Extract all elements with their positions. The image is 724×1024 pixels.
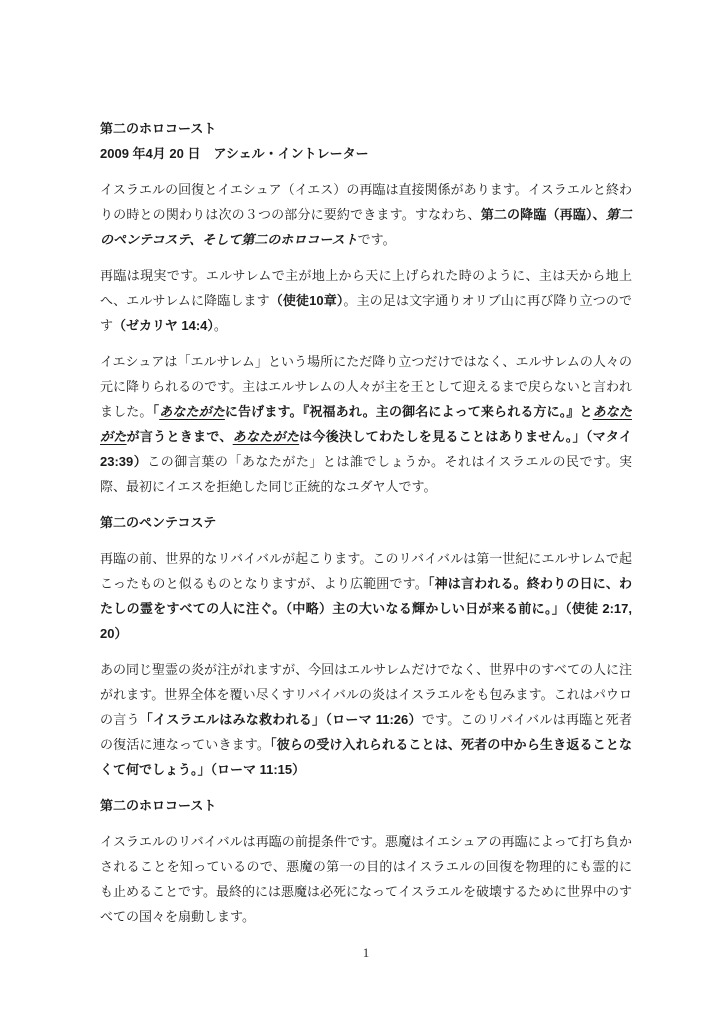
text-run-bold-italic: 第二のペンテコステ、そして第二のホロコースト — [100, 207, 632, 247]
document-body — [100, 116, 632, 940]
emphasized-word: あなたがた — [159, 404, 225, 419]
section-heading-holocaust: 第二のホロコースト — [100, 798, 217, 813]
page-number: 1 — [362, 945, 370, 960]
text-run: です。 — [357, 232, 396, 247]
quote-text: に告げます。『祝福あれ。主の御名によって来られる方に。』と — [224, 404, 593, 419]
scripture-ref: （ゼカリヤ 14:4） — [113, 318, 214, 333]
paragraph-intro — [100, 177, 632, 252]
quote-text: 「イスラエルはみな救われる」（ローマ 11:26） — [139, 712, 422, 727]
text-run: この御言葉の「あなたがた」とは誰でしょうか。それはイスラエルの民です。実際、最初にイエスを拒絶した同じ正統的なユダヤ人です。 — [100, 454, 632, 494]
text-run: あの同じ聖霊の炎が注がれますが、今回はエルサレムだけでなく、世界中のすべての人に注がれます。世界全体を覆い尽くすリバイバルの炎はイスラエルをも包みます。これはパウロの言う — [100, 662, 632, 727]
text-run: です。このリバイバルは再臨と死者の復活に連なっていきます。 — [100, 712, 632, 752]
text-run: イスラエルのリバイバルは再臨の前提条件です。悪魔はイエシュアの再臨によって打ち負かされることを知っているので、悪魔の第一の目的はイスラエルの回復を物理的にも霊的にも止めることです。最終的には悪魔は必死になってイスラエルを破壊するために世界中のすべての国々を扇動します。 — [100, 834, 632, 924]
section-heading-pentecost: 第二のペンテコステ — [100, 515, 217, 530]
paragraph-fire — [100, 657, 632, 782]
document-byline: 2009 年4月 20 日 アシェル・イントレーター — [100, 146, 369, 161]
paragraph-revival — [100, 546, 632, 646]
paragraph-jerusalem — [100, 349, 632, 499]
emphasized-word: あなたがた — [232, 429, 300, 444]
title-block — [100, 116, 632, 166]
text-run-bold: 第二の降臨（再臨）、 — [480, 207, 606, 222]
quote-text: 「神は言われる。終わりの日に、わたしの霊をすべての人に注ぐ。（中略）主の大いなる輝かしい日が来る前に。」（使徒 2:17, 20） — [100, 576, 632, 641]
text-run: 。主の足は文字通りオリブ山に再び降り立つのです — [100, 293, 632, 333]
quote-text: は今後決してわたしを見ることはありません。」（マタイ 23:39） — [100, 429, 632, 469]
text-run: 。 — [213, 318, 227, 333]
paragraph-second-coming — [100, 263, 632, 338]
text-run: イエシュアは「エルサレム」という場所にただ降り立つだけではなく、エルサレムの人々の元に降りられるのです。主はエルサレムの人々が主を王として迎えるまで戻らないと言われました。 — [100, 354, 632, 419]
text-run: イスラエルの回復とイエシュア（イエス）の再臨は直接関係があります。イスラエルと終わりの時との関わりは次の３つの部分に要約できます。すなわち、 — [100, 182, 632, 222]
quote-text: 「彼らの受け入れられることは、死者の中から生き返ることなくて何でしょう。」（ローマ 11:15） — [100, 737, 632, 777]
paragraph-precondition — [100, 829, 632, 929]
quote-text: が言うときまで、 — [126, 429, 233, 444]
quote-open: 「 — [152, 404, 160, 419]
emphasized-word: あなたがた — [100, 404, 632, 444]
document-title: 第二のホロコースト — [100, 121, 217, 136]
text-run: 再臨の前、世界的なリバイバルが起こります。このリバイバルは第一世紀にエルサレムで起こったものと似るものとなりますが、より広範囲です。 — [100, 551, 632, 591]
scripture-ref: （使徒10章） — [269, 293, 344, 308]
text-run: 再臨は現実です。エルサレムで主が地上から天に上げられた時のように、主は天から地上へ、エルサレムに降臨します — [100, 268, 632, 308]
